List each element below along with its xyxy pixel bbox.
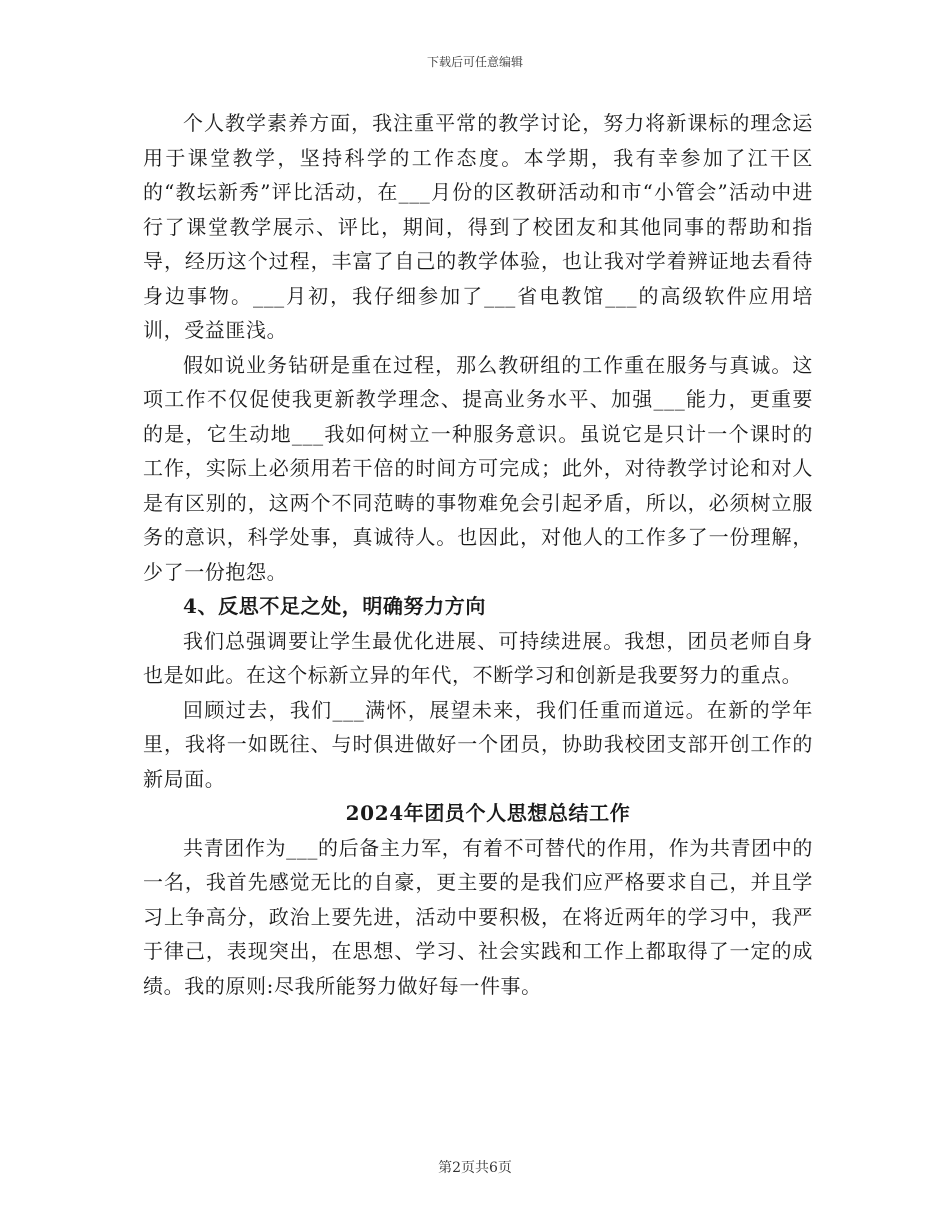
document-body <box>143 106 813 1003</box>
page-number-footer: 第2页共6页 <box>438 1160 512 1176</box>
subheading-reflection: 4、反思不足之处，明确努力方向 <box>183 594 486 618</box>
paragraph-research-service: 假如说业务钻研是重在过程，那么教研组的工作重在服务与真诚。这项工作不仅促使我更新教学理念、提高业务水平、加强___能力，更重要的是，它生动地___我如何树立一种服务意识。虽说它是只计一个课时的工作，实际上必须用若干倍的时间方可完成；此外，对待教学讨论和对人是有区别的，这两个不同范畴的事物难免会引起矛盾，所以，必须树立服务的意识，科学处事，真诚待人。也因此，对他人的工作多了一份理解，少了一份抱怨。 <box>143 352 813 584</box>
page-header: 下载后可任意编辑 <box>426 55 523 69</box>
paragraph-optimization: 我们总强调要让学生最优化进展、可持续进展。我想，团员老师自身也是如此。在这个标新立异的年代，不断学习和创新是我要努力的重点。 <box>143 628 813 687</box>
paragraph-youth-league: 共青团作为___的后备主力军，有着不可替代的作用，作为共青团中的一名，我首先感觉无比的自豪，更主要的是我们应严格要求自己，并且学习上争高分，政治上要先进，活动中要积极，在将近两年的学习中，我严于律己，表现突出，在思想、学习、社会实践和工作上都取得了一定的成绩。我的原则:尽我所能努力做好每一件事。 <box>143 835 813 998</box>
section-title: 2024年团员个人思想总结工作 <box>345 801 631 825</box>
paragraph-teaching-literacy: 个人教学素养方面，我注重平常的教学讨论，努力将新课标的理念运用于课堂教学，坚持科学的工作态度。本学期，我有幸参加了江干区的“教坛新秀”评比活动，在___月份的区教研活动和市“小管会”活动中进行了课堂教学展示、评比，期间，得到了校团友和其他同事的帮助和指导，经历这个过程，丰富了自己的教学体验，也让我对学着辨证地去看待身边事物。___月初，我仔细参加了___省电教馆___的高级软件应用培训，受益匪浅。 <box>143 111 813 342</box>
paragraph-review-outlook: 回顾过去，我们___满怀，展望未来，我们任重而道远。在新的学年里，我将一如既往、与时俱进做好一个团员，协助我校团支部开创工作的新局面。 <box>143 697 813 791</box>
